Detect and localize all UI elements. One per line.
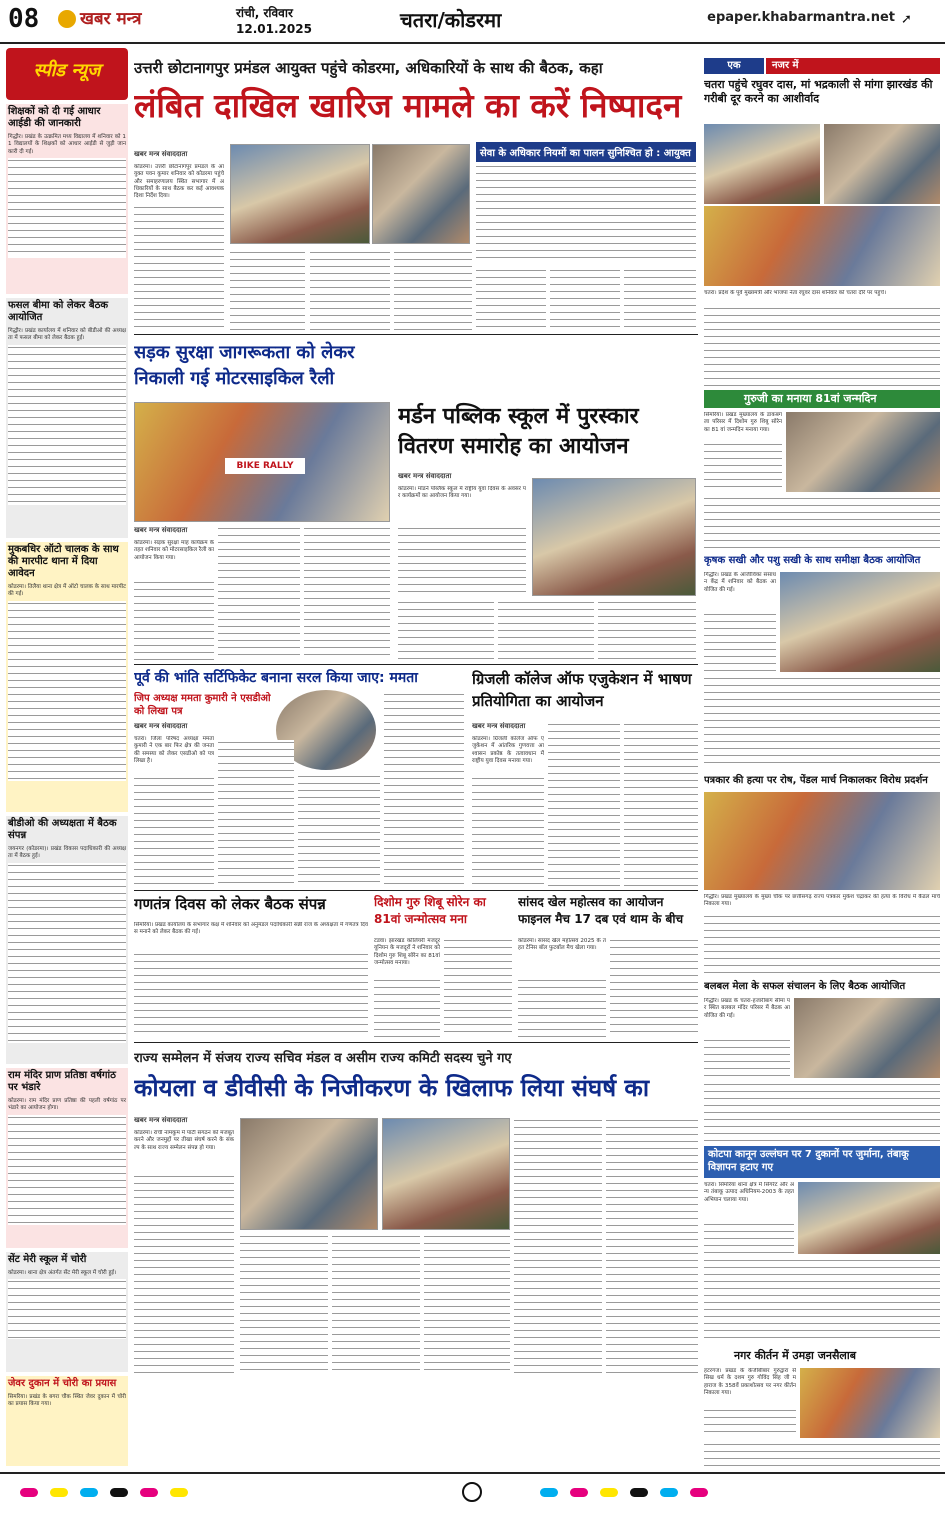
news-item-lede: जयनगर (कोडरमा)। प्रखंड विकास पदाधिकारी की अध्यक्षता में बैठक हुई। (8, 846, 126, 860)
cursor-icon: ➚ (901, 12, 912, 27)
news-item (6, 1376, 128, 1466)
text-column (610, 938, 698, 1038)
guru-headline: गुरुजी का मनाया 81वां जन्मदिन (704, 390, 940, 408)
fair-photo (794, 998, 940, 1078)
shibu-headline: दिशोम गुरु शिबू सोरेन का 81वां जन्मोत्सव मना (374, 895, 486, 926)
school-byline: खबर मन्त्र संवाददाता (398, 472, 452, 480)
protest-headline: पत्रकार की हत्या पर रोष, पेंडल मार्च निकालकर विरोध प्रदर्शन (704, 775, 928, 786)
lead-byline: खबर मन्त्र संवाददाता (134, 150, 188, 158)
sports-lede: कोडरमा। सांसद खेल महोत्सव 2025 के तहत टेनिस बॉल फुटबॉल मैच खेला गया। (518, 938, 606, 952)
text-column (514, 1118, 602, 1374)
text-column (384, 692, 464, 886)
speed-news-logo (6, 48, 128, 100)
text-column (624, 268, 696, 330)
news-item (6, 104, 128, 294)
news-item (6, 1252, 128, 1372)
text-column (240, 1234, 328, 1374)
news-item-lede: गिद्धौर। प्रखंड के उत्क्रमित मध्य विद्यालय में शनिवार को 11 विद्यालयों के शिक्षकों को आधार आईडी से जुड़ी जानकारी दी गई। (8, 134, 126, 155)
guru-photo (786, 412, 940, 492)
issue-date: 12.01.2025 (236, 22, 312, 36)
lead-lede: कोडरमा। उत्तरी छोटानागपुर प्रमंडल के आयुक्त पवन कुमार शनिवार को कोडरमा पहुंचे और समाहरणालय स्थित सभागार में अधिकारियों के साथ बैठक कर कई आवश्यक दिशा निर्देश दिया। (134, 164, 224, 200)
text-column (704, 442, 782, 492)
guru-lede: सिमरिया। प्रखंड मुख्यालय के डाकबंगला परिसर में दिशोम गुरु शिबू सोरेन का 81 वां जन्मदिन मनाया गया। (704, 412, 782, 433)
city-day: रांची, रविवार (236, 6, 293, 20)
text-column (332, 1234, 420, 1374)
text-column (218, 526, 300, 660)
color-swatches-left (20, 1488, 420, 1502)
news-item-headline: जेवर दुकान में चोरी का प्रयास (8, 1378, 117, 1389)
protest-lede: गिद्धौर। प्रखंड मुख्यालय के मुख्य चौक पर छत्तीसगढ़ राज्य पत्रकार मुकेश चंद्राकर की हत्या के विरोध में कैंडल मार्च निकाला गया। (704, 894, 940, 908)
news-item-headline: मुकबधिर ऑटो चालक के साथ की मारपीट थाना में दिया आवेदन (8, 544, 119, 579)
text-column (498, 600, 594, 660)
text-column (134, 776, 214, 886)
text-column (374, 978, 440, 1038)
divider (134, 1042, 698, 1043)
text-column (394, 250, 472, 330)
kirtan-lede: हंटरगंज। प्रखंड के केजीबीबार गुरुद्वारा से सिख धर्म के दशम गुरु गोविंद सिंह जी महाराज के 358वें प्रकाशोत्सव पर नगर कीर्तन निकाला गया। (704, 1368, 796, 1396)
divider (134, 334, 698, 335)
sports-headline: सांसद खेल महोत्सव का आयोजन फाइनल मैच 17 दब एवं थाम के बीच (518, 895, 684, 926)
tag-ek: एक (704, 58, 764, 74)
raghuvar-photo (704, 206, 940, 286)
protest-photo (704, 792, 940, 890)
raghuvar-photo (824, 124, 940, 204)
news-item-lede: कोडरमा। राम मंदिर प्राण प्रतिष्ठा की पहली वर्षगांठ पर भंडारे का आयोजन होगा। (8, 1098, 126, 1112)
text-column (518, 978, 606, 1038)
farmer-photo (780, 572, 940, 672)
color-swatches-right (540, 1488, 940, 1502)
footer-rule (0, 1472, 945, 1474)
text-column (704, 676, 940, 768)
text-column (704, 1038, 790, 1078)
divider (134, 890, 698, 891)
text-column (598, 600, 696, 660)
coal-lede: कोडरमा। रांची नामकुम में पार्टी संगठन को मजबूत करने और जनमुद्दों पर तीखा संघर्ष करने के संकल्प के साथ राज्य सम्मेलन संपन्न हो गया। (134, 1130, 234, 1151)
news-item-headline: फसल बीमा को लेकर बैठक आयोजित (8, 300, 109, 323)
cotpa-lede: चतरा। सिमरिया थाना क्षेत्र में सिगरेट और अन्य तंबाकू उत्पाद अधिनियम-2003 के तहत अभियान चलाया गया। (704, 1182, 794, 1203)
school-headline: मर्डन पब्लिक स्कूल में पुरस्कार वितरण समारोह का आयोजन (398, 404, 639, 459)
right-column (704, 58, 940, 1468)
farmer-headline: कृषक सखी और पशु सखी के साथ समीक्षा बैठक आयोजित (704, 555, 921, 566)
lead-photo (230, 144, 370, 244)
news-item (6, 1068, 128, 1248)
text-column (548, 722, 620, 886)
lead-headline: लंबित दाखिल खारिज मामले का करें निष्पादन (134, 86, 682, 125)
news-item-headline: राम मंदिर प्राण प्रतिष्ठा वर्षगांठ पर भंडारे (8, 1070, 116, 1093)
text-column (230, 250, 305, 330)
raghuvar-lede: चतरा। प्रदेश के पूर्व मुख्यमंत्री और भाजपा नेता रघुवर दास शनिवार को चतरा दौरे पर पहुंचे। (704, 290, 887, 296)
certificate-subhead: जिप अध्यक्ष ममता कुमारी ने एसडीओ को लिखा पत्र (134, 693, 271, 717)
cotpa-photo (798, 1182, 940, 1254)
grizzly-lede: कोडरमा। ग्रिजली कॉलेज ऑफ एजुकेशन में आंतरिक गुणवत्ता आश्वासन प्रकोष्ठ के तत्वावधान में राष्ट्रीय युवा दिवस मनाया गया। (472, 736, 544, 764)
lead-photo (372, 144, 470, 244)
news-item (6, 542, 128, 812)
brand-logo-icon (58, 10, 76, 28)
rally-photo (134, 402, 390, 522)
text-column (304, 526, 390, 660)
lead-kicker: उत्तरी छोटानागपुर प्रमंडल आयुक्त पहुंचे कोडरमा, अधिकारियों के साथ की बैठक, कहा (134, 59, 603, 77)
epaper-link[interactable]: epaper.khabarmantra.net (707, 10, 895, 25)
rally-byline: खबर मन्त्र संवाददाता (134, 526, 188, 534)
fair-headline: बलबल मेला के सफल संचालन के लिए बैठक आयोजित (704, 981, 906, 992)
cotpa-headline: कोटपा कानून उल्लंघन पर 7 दुकानों पर जुर्माना, तंबाकू विज्ञापन हटाए गए (704, 1146, 940, 1178)
certificate-byline: खबर मन्त्र संवाददाता (134, 722, 188, 730)
republic-day-headline: गणतंत्र दिवस को लेकर बैठक संपन्न (134, 895, 326, 913)
text-column (444, 938, 512, 1038)
text-column (398, 600, 494, 660)
news-item-headline: सेंट मेरी स्कूल में चोरी (8, 1254, 87, 1265)
text-column (624, 722, 698, 886)
kirtan-headline: नगर कीर्तन में उमड़ा जनसैलाब (734, 1349, 856, 1362)
coal-photo (382, 1118, 510, 1230)
text-column (476, 268, 546, 330)
rally-lede: कोडरमा। सड़क सुरक्षा माह कार्यक्रम के तहत शनिवार को मोटरसाइकिल रैली का आयोजन किया गया। (134, 540, 214, 561)
brand-logo (58, 6, 142, 29)
coal-photo (240, 1118, 378, 1230)
farmer-lede: गिद्धौर। प्रखंड के आजीविका संसाधन केंद्र में शनिवार को बैठक आयोजित की गई। (704, 572, 776, 593)
text-column (134, 1174, 234, 1374)
raghuvar-headline: चतरा पहुंचे रघुवर दास, मां भद्रकाली से मांगा झारखंड की गरीबी दूर करने का आशीर्वाद (704, 78, 933, 105)
text-column (704, 496, 940, 548)
page-number: 08 (8, 4, 40, 34)
text-column (704, 1222, 794, 1254)
registration-target-icon (462, 1482, 482, 1502)
raghuvar-photo (704, 124, 820, 204)
text-column (704, 612, 776, 672)
shibu-lede: टंडवा। झारखंड कोलियरी मजदूर यूनियन के मजदूरों ने शनिवार को दिशोम गुरु शिबू सोरेन का 81वां जन्मोत्सव मनाया। (374, 938, 440, 966)
text-column (472, 776, 544, 886)
grizzly-byline: खबर मन्त्र संवाददाता (472, 722, 526, 730)
print-registration-marks (0, 1480, 945, 1510)
text-column (134, 580, 214, 660)
kirtan-photo (800, 1368, 940, 1438)
news-item-lede: गिद्धौर। प्रखंड कार्यालय में शनिवार को बीडीओ की अध्यक्षता में फसल बीमा को लेकर बैठक हुई। (8, 328, 126, 342)
text-column (310, 250, 390, 330)
news-item (6, 298, 128, 538)
text-column (134, 952, 368, 1038)
school-lede: कोडरमा। मॉडर्न पब्लिक स्कूल में राष्ट्रीय युवा दिवस के अवसर पर कार्यक्रमों का आयोजन किया गया। (398, 486, 526, 500)
speed-news-label: स्पीड न्यूज (33, 60, 101, 81)
news-item-lede: कोडरमा। थाना क्षेत्र अंतर्गत सेंट मेरी स्कूल में चोरी हुई। (8, 1270, 117, 1276)
text-column (218, 740, 294, 886)
lead-sub-box: सेवा के अधिकार नियमों का पालन सुनिश्चित हो : आयुक्त (476, 142, 696, 162)
certificate-lede: चतरा। जिला परिषद अध्यक्षा ममता कुमारी ने एक बार फिर क्षेत्र की जनता की समस्या को लेकर एसडीओ को पत्र लिखा है। (134, 736, 214, 764)
certificate-headline: पूर्व की भांति सर्टिफिकेट बनाना सरल किया जाए: ममता (134, 670, 418, 686)
text-column (704, 1408, 796, 1438)
news-item-headline: बीडीओ की अध्यक्षता में बैठक संपन्न (8, 818, 117, 841)
rally-banner: BIKE RALLY (225, 458, 305, 474)
news-item-headline: शिक्षकों को दी गई आधार आईडी की जानकारी (8, 106, 101, 129)
speed-news-column (6, 48, 128, 1466)
republic-day-lede: सिमरिया। प्रखंड कार्यालय के सभागार कक्ष में शनिवार को अनुमंडल पदाधिकारी सन्नी राज के अध्यक्षता में गणतंत्र दिवस मनाने को लेकर बैठक की गई। (134, 922, 368, 936)
text-column (704, 1258, 940, 1344)
tag-nazar: नजर में (766, 58, 940, 74)
fair-lede: गिद्धौर। प्रखंड के चतरा-हजारीबाग सीमा पर स्थित बलबल मंदिर परिसर में बैठक आयोजित की गई। (704, 998, 790, 1019)
text-column (424, 1234, 510, 1374)
text-column (476, 164, 696, 264)
text-column (134, 205, 224, 330)
text-column (704, 914, 940, 974)
text-column (704, 1082, 940, 1142)
text-column (704, 1442, 940, 1468)
coal-kicker: राज्य सम्मेलन में संजय राज्य सचिव मंडल व असीम राज्य कमिटी सदस्य चुने गए (134, 1051, 512, 1066)
coal-headline: कोयला व डीवीसी के निजीकरण के खिलाफ लिया संघर्ष का (134, 1074, 650, 1102)
grizzly-headline: ग्रिजली कॉलेज ऑफ एजुकेशन में भाषण प्रतियोगिता का आयोजन (472, 670, 692, 710)
coal-byline: खबर मन्त्र संवाददाता (134, 1116, 188, 1124)
text-column (398, 526, 526, 596)
news-item-lede: सिमरिया। प्रखंड के बगरा चौक स्थित जेवर दुकान में चोरी का प्रयास किया गया। (8, 1394, 126, 1408)
brand-name: खबर मन्त्र (80, 9, 142, 29)
text-column (704, 306, 940, 386)
text-column (606, 1118, 698, 1374)
school-photo (532, 478, 696, 596)
text-column (550, 268, 620, 330)
section-title: चतरा/कोडरमा (400, 8, 502, 32)
news-item-lede: कोडरमा। तिलैया थाना क्षेत्र में ऑटो चालक के साथ मारपीट की गई। (8, 584, 126, 598)
news-item (6, 816, 128, 1064)
text-column (298, 774, 380, 886)
rally-headline: सड़क सुरक्षा जागरूकता को लेकर निकाली गई मोटरसाइकिल रैली (134, 342, 355, 389)
masthead (0, 0, 945, 44)
divider (134, 664, 698, 665)
